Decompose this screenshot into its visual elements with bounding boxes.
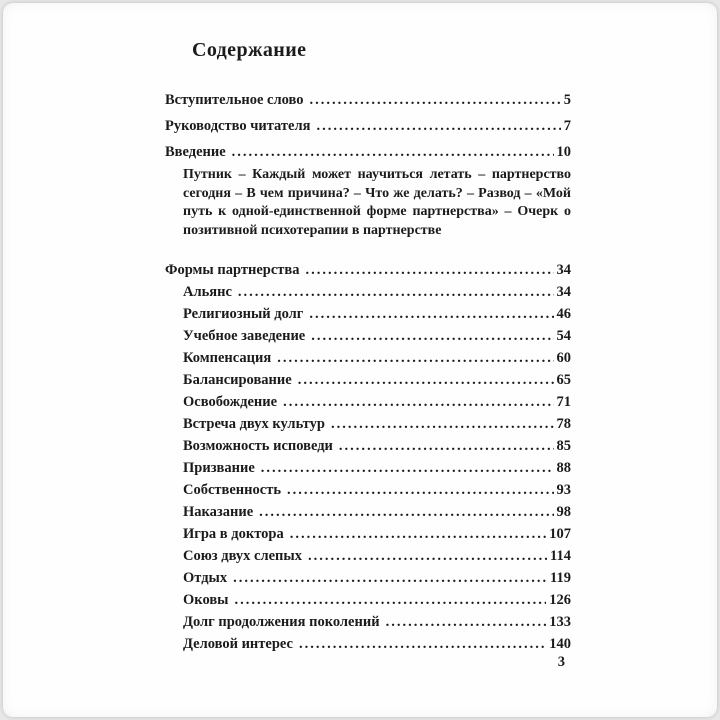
toc-entry-page: 5 xyxy=(563,92,571,108)
toc-leader-dots xyxy=(299,636,546,653)
page-title: Содержание xyxy=(192,39,307,61)
toc-entry-label: Формы партнерства xyxy=(165,262,300,278)
toc-leader-dots xyxy=(261,460,554,477)
toc-entry xyxy=(165,328,571,345)
toc-entry-label: Наказание xyxy=(183,504,254,520)
toc-entry xyxy=(165,526,571,543)
table-of-contents xyxy=(165,92,571,653)
toc-entry-label: Религиозный долг xyxy=(183,306,304,322)
toc-leader-dots xyxy=(386,614,547,631)
toc-entry-page: 78 xyxy=(556,416,571,432)
toc-entry-label: Встреча двух культур xyxy=(183,416,325,432)
toc-leader-dots xyxy=(311,328,553,345)
toc-entry xyxy=(165,482,571,499)
page-number: 3 xyxy=(557,654,565,670)
toc-leader-dots xyxy=(316,118,560,135)
toc-entry-page: 54 xyxy=(556,328,571,344)
toc-entry-page: 93 xyxy=(556,482,571,498)
toc-leader-dots xyxy=(283,394,553,411)
toc-entry xyxy=(165,614,571,631)
toc-entry-page: 133 xyxy=(549,614,571,630)
toc-entry-page: 34 xyxy=(556,262,571,278)
toc-entry-page: 114 xyxy=(550,548,571,564)
toc-entry-label: Балансирование xyxy=(183,372,292,388)
toc-entry-label: Игра в доктора xyxy=(183,526,284,542)
toc-entry xyxy=(165,504,571,521)
toc-leader-dots xyxy=(232,144,554,161)
toc-leader-dots xyxy=(298,372,554,389)
toc-leader-dots xyxy=(287,482,554,499)
toc-entry xyxy=(165,438,571,455)
toc-entry-page: 140 xyxy=(549,636,571,652)
toc-entry-page: 107 xyxy=(549,526,571,542)
toc-entry-label: Вступительное слово xyxy=(165,92,304,108)
toc-entry-page: 126 xyxy=(549,592,571,608)
toc-entry-page: 34 xyxy=(556,284,571,300)
toc-entry xyxy=(165,262,571,279)
toc-leader-dots xyxy=(309,92,560,109)
toc-entry xyxy=(165,284,571,301)
toc-leader-dots xyxy=(308,548,547,565)
toc-entry-label: Возможность исповеди xyxy=(183,438,333,454)
toc-leader-dots xyxy=(331,416,554,433)
toc-leader-dots xyxy=(305,262,553,279)
toc-entry xyxy=(165,92,571,109)
toc-entry-page: 71 xyxy=(556,394,571,410)
toc-entry xyxy=(165,144,571,161)
toc-entry xyxy=(165,350,571,367)
toc-leader-dots xyxy=(233,570,547,587)
toc-leader-dots xyxy=(309,306,553,323)
toc-leader-dots xyxy=(290,526,547,543)
book-page xyxy=(3,3,717,717)
toc-entry-page: 10 xyxy=(556,144,571,160)
toc-content xyxy=(165,39,571,653)
toc-entry-page: 85 xyxy=(556,438,571,454)
toc-entry xyxy=(165,118,571,135)
toc-entry-label: Деловой интерес xyxy=(183,636,293,652)
toc-entry-label: Оковы xyxy=(183,592,229,608)
toc-entry xyxy=(165,416,571,433)
toc-leader-dots xyxy=(234,592,546,609)
toc-entry xyxy=(165,394,571,411)
toc-entry-label: Собственность xyxy=(183,482,281,498)
toc-leader-dots xyxy=(277,350,553,367)
toc-entry-label: Союз двух слепых xyxy=(183,548,302,564)
toc-leader-dots xyxy=(238,284,554,301)
toc-entry xyxy=(165,570,571,587)
toc-entry-label: Альянс xyxy=(183,284,232,300)
toc-entry xyxy=(165,548,571,565)
toc-entry-label: Компенсация xyxy=(183,350,272,366)
toc-entry-page: 88 xyxy=(556,460,571,476)
toc-entry-label: Учебное заведение xyxy=(183,328,306,344)
toc-entry-page: 60 xyxy=(556,350,571,366)
toc-entry xyxy=(165,592,571,609)
toc-entry-page: 7 xyxy=(563,118,571,134)
toc-entry-page: 119 xyxy=(550,570,571,586)
toc-entry-page: 65 xyxy=(556,372,571,388)
toc-entry-label: Введение xyxy=(165,144,226,160)
toc-entry-label: Призвание xyxy=(183,460,255,476)
toc-section-description: Путник – Каждый может научиться летать – партнерство сегодня – В чем причина? – Что же делать? – Развод – «Мой путь к одной-единственной форме партнерства» – Очерк о позитивной психотерапии в партнерстве xyxy=(183,167,571,238)
toc-entry-label: Отдых xyxy=(183,570,228,586)
toc-entry-page: 46 xyxy=(556,306,571,322)
toc-entry-label: Освобождение xyxy=(183,394,278,410)
toc-entry xyxy=(165,306,571,323)
toc-entry xyxy=(165,372,571,389)
toc-leader-dots xyxy=(339,438,554,455)
toc-entry xyxy=(165,460,571,477)
toc-entry xyxy=(165,636,571,653)
toc-leader-dots xyxy=(259,504,553,521)
toc-entry-label: Руководство читателя xyxy=(165,118,311,134)
toc-entry-label: Долг продолжения поколений xyxy=(183,614,380,630)
toc-entry-page: 98 xyxy=(556,504,571,520)
